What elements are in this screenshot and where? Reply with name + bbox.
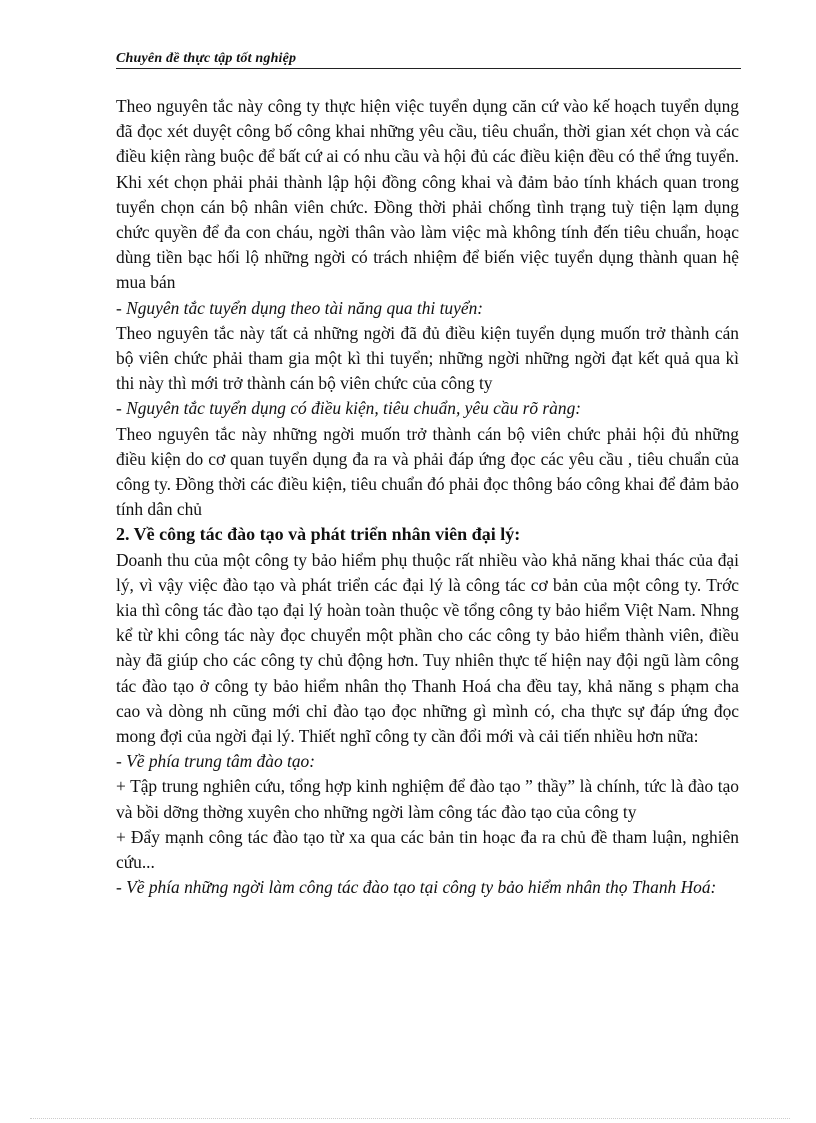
- document-body: [116, 94, 739, 901]
- training-center-heading: - Về phía trung tâm đào tạo:: [116, 751, 316, 772]
- paragraph-criteria: Theo nguyên tắc này những ngời muốn trở thành cán bộ viên chức phải hội đủ những điều kiện do cơ quan tuyển dụng đa ra và phải đáp ứng đọc các yêu cầu , tiêu chuẩn của công ty. Đồng thời các điều kiện, tiêu chuẩn đó phải đọc thông báo công khai để đảm bảo tính dân chủ: [116, 423, 739, 520]
- paragraph-exam: Theo nguyên tắc này tất cả những ngời đã đủ điều kiện tuyển dụng muốn trở thành cán bộ viên chức phải tham gia một kì thi tuyển; những ngời những ngời đạt kết quả qua kì thi này thì mới trở thành cán bộ viên chức của công ty: [116, 322, 739, 394]
- header-title: Chuyên đề thực tập tốt nghiệp: [116, 51, 297, 66]
- bullet-distance-training: + Đẩy mạnh công tác đào tạo từ xa qua các bản tin hoạc đa ra chủ đề tham luận, nghiên cứu...: [116, 826, 739, 873]
- page-header: [116, 49, 741, 69]
- bullet-teacher-training: + Tập trung nghiên cứu, tổng hợp kinh nghiệm để đào tạo ” thầy” là chính, tức là đào tạo và bồi dỡng thờng xuyên cho những ngời làm công tác đào tạo của công ty: [116, 776, 739, 822]
- trainers-heading: - Về phía những ngời làm công tác đào tạo tại công ty bảo hiểm nhân thọ Thanh Hoá:: [116, 877, 717, 898]
- page-bottom-border: [30, 1118, 790, 1119]
- section-heading: 2. Về công tác đào tạo và phát triển nhân viên đại lý:: [116, 524, 521, 545]
- principle-clear-criteria: - Nguyên tắc tuyển dụng có điều kiện, tiêu chuẩn, yêu cầu rõ ràng:: [116, 398, 582, 419]
- paragraph-agent-training: Doanh thu của một công ty bảo hiểm phụ thuộc rất nhiều vào khả năng khai thác của đại lý, vì vậy việc đào tạo và phát triển các đại lý là công tác cơ bản của một công ty. Trớc kia thì công tác đào tạo đại lý hoàn toàn thuộc về tổng công ty bảo hiểm Việt Nam. Nhng kể từ khi công tác này đọc chuyển một phần cho các công ty bảo hiểm thành viên, điều này đã giúp cho các công ty chủ động hơn. Tuy nhiên thực tế hiện nay đội ngũ làm công tác đào tạo ở công ty bảo hiểm nhân thọ Thanh Hoá cha đều tay, khả năng s phạm cha cao và dòng nh cũng mới chỉ đào tạo đọc những gì mình có, cha thực sự đáp ứng đọc mong đợi của ngời đại lý. Thiết nghĩ công ty cần đổi mới và cải tiến nhiều hơn nữa:: [116, 549, 739, 747]
- principle-talent-exam: - Nguyên tắc tuyển dụng theo tài năng qua thi tuyển:: [116, 297, 484, 318]
- paragraph-recruitment-plan: Theo nguyên tắc này công ty thực hiện việc tuyển dụng căn cứ vào kế hoạch tuyển dụng đã đọc xét duyệt công bố công khai những yêu cầu, tiêu chuẩn, thời gian xét chọn và các điều kiện ràng buộc để bất cứ ai có nhu cầu và hội đủ các điều kiện đều có thể ứng tuyển. Khi xét chọn phải phải thành lập hội đồng công khai và đảm bảo tính khách quan trong tuyển chọn cán bộ nhân viên chức. Đồng thời phải chống tình trạng tuỳ tiện lạm dụng chức quyền để đa con cháu, ngời thân vào làm việc mà không tính đến tiêu chuẩn, hoạc dùng tiền bạc hối lộ những ngời có trách nhiệm để biến việc tuyển dụng thành quan hệ mua bán: [116, 96, 739, 293]
